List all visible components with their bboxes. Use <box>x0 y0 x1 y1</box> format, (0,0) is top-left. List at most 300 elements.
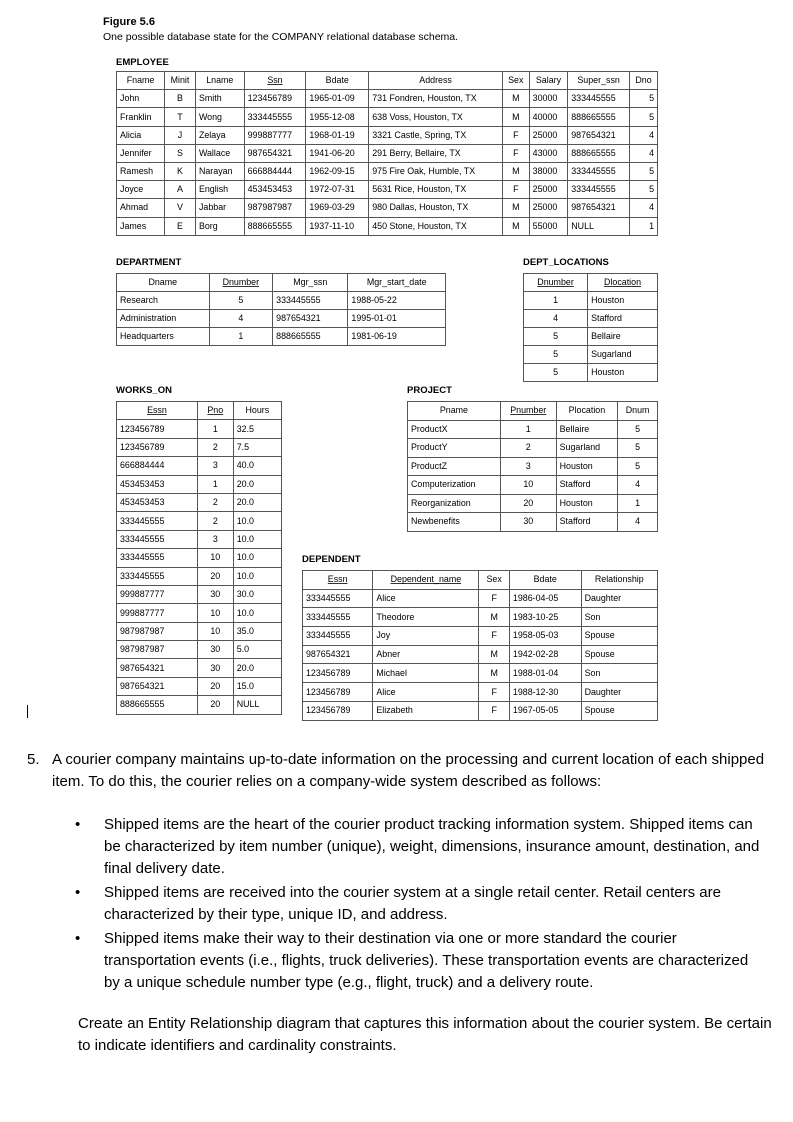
table-cell: 333445555 <box>244 108 306 126</box>
table-cell: F <box>502 181 529 199</box>
department-col-mgr-ssn: Mgr_ssn <box>273 274 348 292</box>
table-cell: Houston <box>556 457 618 476</box>
table-cell: Houston <box>556 494 618 513</box>
table-cell: Stafford <box>556 476 618 495</box>
table-cell: 4 <box>629 126 657 144</box>
department-row <box>117 328 446 346</box>
employee-col-lname: Lname <box>195 72 244 90</box>
table-cell: F <box>479 627 509 646</box>
project-row <box>408 439 658 458</box>
table-cell: 1995-01-01 <box>348 310 446 328</box>
project-header-row <box>408 402 658 421</box>
table-cell: 333445555 <box>117 512 198 530</box>
table-cell: James <box>117 217 165 235</box>
dept-locations-table <box>523 273 658 382</box>
table-cell: Research <box>117 292 210 310</box>
employee-row <box>117 90 658 108</box>
table-cell: Reorganization <box>408 494 501 513</box>
table-cell: 40.0 <box>233 457 281 475</box>
table-cell: 10.0 <box>233 549 281 567</box>
table-cell: 1967-05-05 <box>509 701 581 720</box>
table-cell: 4 <box>618 476 658 495</box>
table-cell: 3 <box>197 457 233 475</box>
text-cursor <box>27 705 28 718</box>
requirements-list <box>75 814 765 996</box>
bullet-icon: • <box>75 884 81 901</box>
table-cell: Houston <box>588 364 658 382</box>
table-cell: 987654321 <box>273 310 348 328</box>
table-cell: 5 <box>629 162 657 180</box>
table-cell: M <box>479 664 509 683</box>
table-cell: M <box>479 645 509 664</box>
department-row <box>117 292 446 310</box>
department-table <box>116 273 446 346</box>
dept-locations-row <box>524 292 658 310</box>
table-cell: 980 Dallas, Houston, TX <box>369 199 503 217</box>
employee-row <box>117 126 658 144</box>
dept-locations-col-dnumber: Dnumber <box>524 274 588 292</box>
table-cell: 10.0 <box>233 604 281 622</box>
table-cell: 999887777 <box>244 126 306 144</box>
dept-locations-table-label: DEPT_LOCATIONS <box>523 257 609 268</box>
table-cell: J <box>165 126 196 144</box>
works-on-row <box>117 530 282 548</box>
table-cell: 55000 <box>529 217 568 235</box>
dependent-table <box>302 570 658 721</box>
dept-locations-col-dlocation: Dlocation <box>588 274 658 292</box>
table-cell: 5 <box>618 439 658 458</box>
department-header-row <box>117 274 446 292</box>
works-on-row <box>117 549 282 567</box>
employee-row <box>117 217 658 235</box>
table-cell: 5.0 <box>233 641 281 659</box>
employee-col-bdate: Bdate <box>306 72 369 90</box>
table-cell: 888665555 <box>568 144 630 162</box>
dependent-col-dependent-name: Dependent_name <box>373 571 479 590</box>
table-cell: 888665555 <box>273 328 348 346</box>
table-cell: A <box>165 181 196 199</box>
dependent-row <box>303 627 658 646</box>
table-cell: Michael <box>373 664 479 683</box>
table-cell: 1988-12-30 <box>509 683 581 702</box>
table-cell: 20.0 <box>233 659 281 677</box>
table-cell: M <box>502 90 529 108</box>
table-cell: 1972-07-31 <box>306 181 369 199</box>
dept-locations-header-row <box>524 274 658 292</box>
works-on-table-label: WORKS_ON <box>116 385 172 396</box>
table-cell: 3321 Castle, Spring, TX <box>369 126 503 144</box>
table-cell: 30 <box>197 641 233 659</box>
table-cell: 1981-06-19 <box>348 328 446 346</box>
table-cell: 333445555 <box>273 292 348 310</box>
table-cell: 888665555 <box>117 696 198 714</box>
table-cell: NULL <box>568 217 630 235</box>
employee-table <box>116 71 658 236</box>
works-on-row <box>117 585 282 603</box>
table-cell: 3 <box>197 530 233 548</box>
table-cell: 5 <box>618 420 658 439</box>
table-cell: 333445555 <box>568 90 630 108</box>
employee-col-fname: Fname <box>117 72 165 90</box>
table-cell: F <box>502 144 529 162</box>
figure-caption: One possible database state for the COMPANY relational database schema. <box>103 31 459 43</box>
table-cell: Daughter <box>581 589 657 608</box>
figure-title: Figure 5.6 <box>103 16 155 28</box>
table-cell: 10 <box>197 604 233 622</box>
table-cell: 987654321 <box>568 199 630 217</box>
employee-row <box>117 108 658 126</box>
department-row <box>117 310 446 328</box>
table-cell: F <box>479 683 509 702</box>
table-cell: 20.0 <box>233 493 281 511</box>
table-cell: 333445555 <box>568 181 630 199</box>
dependent-row <box>303 589 658 608</box>
project-row <box>408 476 658 495</box>
table-cell: 1 <box>524 292 588 310</box>
table-cell: Son <box>581 608 657 627</box>
table-cell: V <box>165 199 196 217</box>
project-col-dnum: Dnum <box>618 402 658 421</box>
table-cell: 1955-12-08 <box>306 108 369 126</box>
table-cell: Headquarters <box>117 328 210 346</box>
table-cell: Borg <box>195 217 244 235</box>
works-on-row <box>117 659 282 677</box>
table-cell: Alice <box>373 683 479 702</box>
table-cell: 25000 <box>529 181 568 199</box>
table-cell: 999887777 <box>117 585 198 603</box>
table-cell: M <box>502 162 529 180</box>
table-cell: Elizabeth <box>373 701 479 720</box>
table-cell: 1942-02-28 <box>509 645 581 664</box>
table-cell: M <box>502 108 529 126</box>
table-cell: 10.0 <box>233 567 281 585</box>
department-col-dnumber: Dnumber <box>209 274 273 292</box>
table-cell: 666884444 <box>244 162 306 180</box>
works-on-col-hours: Hours <box>233 402 281 420</box>
employee-col-minit: Minit <box>165 72 196 90</box>
table-cell: Spouse <box>581 701 657 720</box>
table-cell: B <box>165 90 196 108</box>
table-cell: 291 Berry, Bellaire, TX <box>369 144 503 162</box>
table-cell: Sugarland <box>556 439 618 458</box>
table-cell: 123456789 <box>303 664 373 683</box>
table-cell: ProductX <box>408 420 501 439</box>
table-cell: 123456789 <box>244 90 306 108</box>
table-cell: 4 <box>629 199 657 217</box>
table-cell: ProductZ <box>408 457 501 476</box>
table-cell: Theodore <box>373 608 479 627</box>
table-cell: 2 <box>197 493 233 511</box>
table-cell: Newbenefits <box>408 513 501 532</box>
table-cell: 40000 <box>529 108 568 126</box>
dependent-row <box>303 683 658 702</box>
table-cell: 30 <box>197 585 233 603</box>
table-cell: 453453453 <box>117 475 198 493</box>
works-on-row <box>117 696 282 714</box>
works-on-row <box>117 457 282 475</box>
table-cell: 25000 <box>529 126 568 144</box>
table-cell: 123456789 <box>117 438 198 456</box>
table-cell: 35.0 <box>233 622 281 640</box>
table-cell: 30000 <box>529 90 568 108</box>
table-cell: 987987987 <box>244 199 306 217</box>
table-cell: 10.0 <box>233 512 281 530</box>
table-cell: 333445555 <box>117 567 198 585</box>
employee-row <box>117 199 658 217</box>
table-cell: 15.0 <box>233 677 281 695</box>
employee-col-ssn: Ssn <box>244 72 306 90</box>
table-cell: 1962-09-15 <box>306 162 369 180</box>
table-cell: Narayan <box>195 162 244 180</box>
table-cell: F <box>479 701 509 720</box>
bullet-text: Shipped items are received into the courier system at a single retail center. Retail centers are characterized by their type, unique ID, and address. <box>104 884 721 923</box>
table-cell: Smith <box>195 90 244 108</box>
table-cell: 3 <box>500 457 556 476</box>
table-cell: Computerization <box>408 476 501 495</box>
bullet-icon: • <box>75 930 81 947</box>
table-cell: 888665555 <box>568 108 630 126</box>
table-cell: 333445555 <box>303 627 373 646</box>
table-cell: Wallace <box>195 144 244 162</box>
works-on-header-row <box>117 402 282 420</box>
list-item <box>75 814 765 880</box>
table-cell: 450 Stone, Houston, TX <box>369 217 503 235</box>
table-cell: 5631 Rice, Houston, TX <box>369 181 503 199</box>
table-cell: 20 <box>197 567 233 585</box>
table-cell: 32.5 <box>233 420 281 438</box>
bullet-icon: • <box>75 816 81 833</box>
table-cell: 4 <box>629 144 657 162</box>
table-cell: 1969-03-29 <box>306 199 369 217</box>
employee-col-salary: Salary <box>529 72 568 90</box>
table-cell: Alice <box>373 589 479 608</box>
table-cell: 10.0 <box>233 530 281 548</box>
works-on-row <box>117 475 282 493</box>
dependent-col-essn: Essn <box>303 571 373 590</box>
table-cell: 10 <box>197 622 233 640</box>
works-on-row <box>117 604 282 622</box>
table-cell: Spouse <box>581 627 657 646</box>
dept-locations-row <box>524 328 658 346</box>
table-cell: 10 <box>500 476 556 495</box>
table-cell: 987654321 <box>568 126 630 144</box>
table-cell: 1983-10-25 <box>509 608 581 627</box>
table-cell: 1941-06-20 <box>306 144 369 162</box>
works-on-row <box>117 677 282 695</box>
table-cell: 20 <box>197 677 233 695</box>
table-cell: Administration <box>117 310 210 328</box>
question-intro: A courier company maintains up-to-date information on the processing and current location of each shipped item. To do this, the courier relies on a company-wide system described as follows: <box>52 751 765 790</box>
table-cell: E <box>165 217 196 235</box>
table-cell: 987654321 <box>117 677 198 695</box>
table-cell: Bellaire <box>556 420 618 439</box>
table-cell: 333445555 <box>117 530 198 548</box>
table-cell: 888665555 <box>244 217 306 235</box>
works-on-col-pno: Pno <box>197 402 233 420</box>
table-cell: English <box>195 181 244 199</box>
employee-row <box>117 181 658 199</box>
employee-col-address: Address <box>369 72 503 90</box>
table-cell: Daughter <box>581 683 657 702</box>
table-cell: 1 <box>629 217 657 235</box>
table-cell: 987987987 <box>117 622 198 640</box>
table-cell: Alicia <box>117 126 165 144</box>
table-cell: M <box>502 199 529 217</box>
table-cell: Son <box>581 664 657 683</box>
table-cell: 20 <box>197 696 233 714</box>
project-col-pnumber: Pnumber <box>500 402 556 421</box>
dept-locations-row <box>524 364 658 382</box>
dependent-header-row <box>303 571 658 590</box>
table-cell: 30 <box>197 659 233 677</box>
table-cell: Joy <box>373 627 479 646</box>
table-cell: 1 <box>197 420 233 438</box>
table-cell: 5 <box>524 364 588 382</box>
question-number: 5. <box>27 751 40 768</box>
table-cell: 638 Voss, Houston, TX <box>369 108 503 126</box>
table-cell: 5 <box>524 328 588 346</box>
project-row <box>408 513 658 532</box>
table-cell: S <box>165 144 196 162</box>
table-cell: 1986-04-05 <box>509 589 581 608</box>
project-row <box>408 457 658 476</box>
table-cell: Franklin <box>117 108 165 126</box>
dependent-row <box>303 701 658 720</box>
table-cell: 123456789 <box>117 420 198 438</box>
table-cell: 666884444 <box>117 457 198 475</box>
works-on-row <box>117 420 282 438</box>
employee-col-dno: Dno <box>629 72 657 90</box>
dept-locations-row <box>524 346 658 364</box>
table-cell: 987654321 <box>303 645 373 664</box>
table-cell: 987654321 <box>244 144 306 162</box>
task-instructions: Create an Entity Relationship diagram that captures this information about the courier system. Be certain to indicate identifiers and cardinality constraints. <box>78 1015 772 1054</box>
table-cell: 1958-05-03 <box>509 627 581 646</box>
table-cell: 5 <box>618 457 658 476</box>
table-cell: 38000 <box>529 162 568 180</box>
table-cell: M <box>502 217 529 235</box>
table-cell: 333445555 <box>568 162 630 180</box>
table-cell: Wong <box>195 108 244 126</box>
table-cell: Jennifer <box>117 144 165 162</box>
dept-locations-row <box>524 310 658 328</box>
table-cell: ProductY <box>408 439 501 458</box>
dependent-col-sex: Sex <box>479 571 509 590</box>
question-block <box>27 749 767 793</box>
table-cell: 453453453 <box>117 493 198 511</box>
works-on-row <box>117 641 282 659</box>
table-cell: Ramesh <box>117 162 165 180</box>
table-cell: 10 <box>197 549 233 567</box>
table-cell: 333445555 <box>303 589 373 608</box>
employee-header-row <box>117 72 658 90</box>
table-cell: 5 <box>209 292 273 310</box>
table-cell: Stafford <box>588 310 658 328</box>
dependent-row <box>303 664 658 683</box>
project-table <box>407 401 658 532</box>
table-cell: Houston <box>588 292 658 310</box>
table-cell: 4 <box>209 310 273 328</box>
dependent-row <box>303 645 658 664</box>
employee-col-sex: Sex <box>502 72 529 90</box>
bullet-text: Shipped items are the heart of the courier product tracking information system. Shipped items can be characterized by item number (unique), weight, dimensions, insurance amount, destination, and final delivery date. <box>104 816 760 877</box>
table-cell: Joyce <box>117 181 165 199</box>
table-cell: Zelaya <box>195 126 244 144</box>
list-item <box>75 882 765 926</box>
employee-row <box>117 162 658 180</box>
table-cell: K <box>165 162 196 180</box>
table-cell: 1988-01-04 <box>509 664 581 683</box>
table-cell: Ahmad <box>117 199 165 217</box>
table-cell: 123456789 <box>303 683 373 702</box>
table-cell: F <box>479 589 509 608</box>
department-table-label: DEPARTMENT <box>116 257 182 268</box>
table-cell: 1 <box>197 475 233 493</box>
table-cell: 4 <box>524 310 588 328</box>
table-cell: 333445555 <box>117 549 198 567</box>
table-cell: 987654321 <box>117 659 198 677</box>
table-cell: 25000 <box>529 199 568 217</box>
table-cell: John <box>117 90 165 108</box>
project-row <box>408 420 658 439</box>
table-cell: 5 <box>629 181 657 199</box>
table-cell: 731 Fondren, Houston, TX <box>369 90 503 108</box>
works-on-row <box>117 438 282 456</box>
table-cell: Bellaire <box>588 328 658 346</box>
table-cell: 30 <box>500 513 556 532</box>
table-cell: 1 <box>618 494 658 513</box>
dependent-table-label: DEPENDENT <box>302 554 361 565</box>
table-cell: 43000 <box>529 144 568 162</box>
table-cell: 1 <box>209 328 273 346</box>
employee-table-label: EMPLOYEE <box>116 57 169 68</box>
table-cell: T <box>165 108 196 126</box>
table-cell: 1968-01-19 <box>306 126 369 144</box>
table-cell: 1965-01-09 <box>306 90 369 108</box>
project-table-label: PROJECT <box>407 385 452 396</box>
table-cell: NULL <box>233 696 281 714</box>
list-item <box>75 928 765 994</box>
project-row <box>408 494 658 513</box>
works-on-row <box>117 493 282 511</box>
table-cell: Stafford <box>556 513 618 532</box>
table-cell: 333445555 <box>303 608 373 627</box>
table-cell: 20.0 <box>233 475 281 493</box>
table-cell: 5 <box>629 108 657 126</box>
bullet-text: Shipped items make their way to their destination via one or more standard the courier transportation events (i.e., flights, truck deliveries). These transportation events are characterized by a unique schedule number type (e.g., flight, truck) and a delivery route. <box>104 930 749 991</box>
table-cell: 2 <box>500 439 556 458</box>
table-cell: 1988-05-22 <box>348 292 446 310</box>
table-cell: 1 <box>500 420 556 439</box>
works-on-row <box>117 512 282 530</box>
table-cell: 123456789 <box>303 701 373 720</box>
table-cell: 2 <box>197 512 233 530</box>
table-cell: 5 <box>524 346 588 364</box>
table-cell: 1937-11-10 <box>306 217 369 235</box>
table-cell: 453453453 <box>244 181 306 199</box>
department-col-mgr-start-date: Mgr_start_date <box>348 274 446 292</box>
table-cell: Sugarland <box>588 346 658 364</box>
dependent-col-bdate: Bdate <box>509 571 581 590</box>
table-cell: Jabbar <box>195 199 244 217</box>
table-cell: 999887777 <box>117 604 198 622</box>
table-cell: 4 <box>618 513 658 532</box>
table-cell: 2 <box>197 438 233 456</box>
dependent-col-relationship: Relationship <box>581 571 657 590</box>
dependent-row <box>303 608 658 627</box>
table-cell: Spouse <box>581 645 657 664</box>
project-col-plocation: Plocation <box>556 402 618 421</box>
